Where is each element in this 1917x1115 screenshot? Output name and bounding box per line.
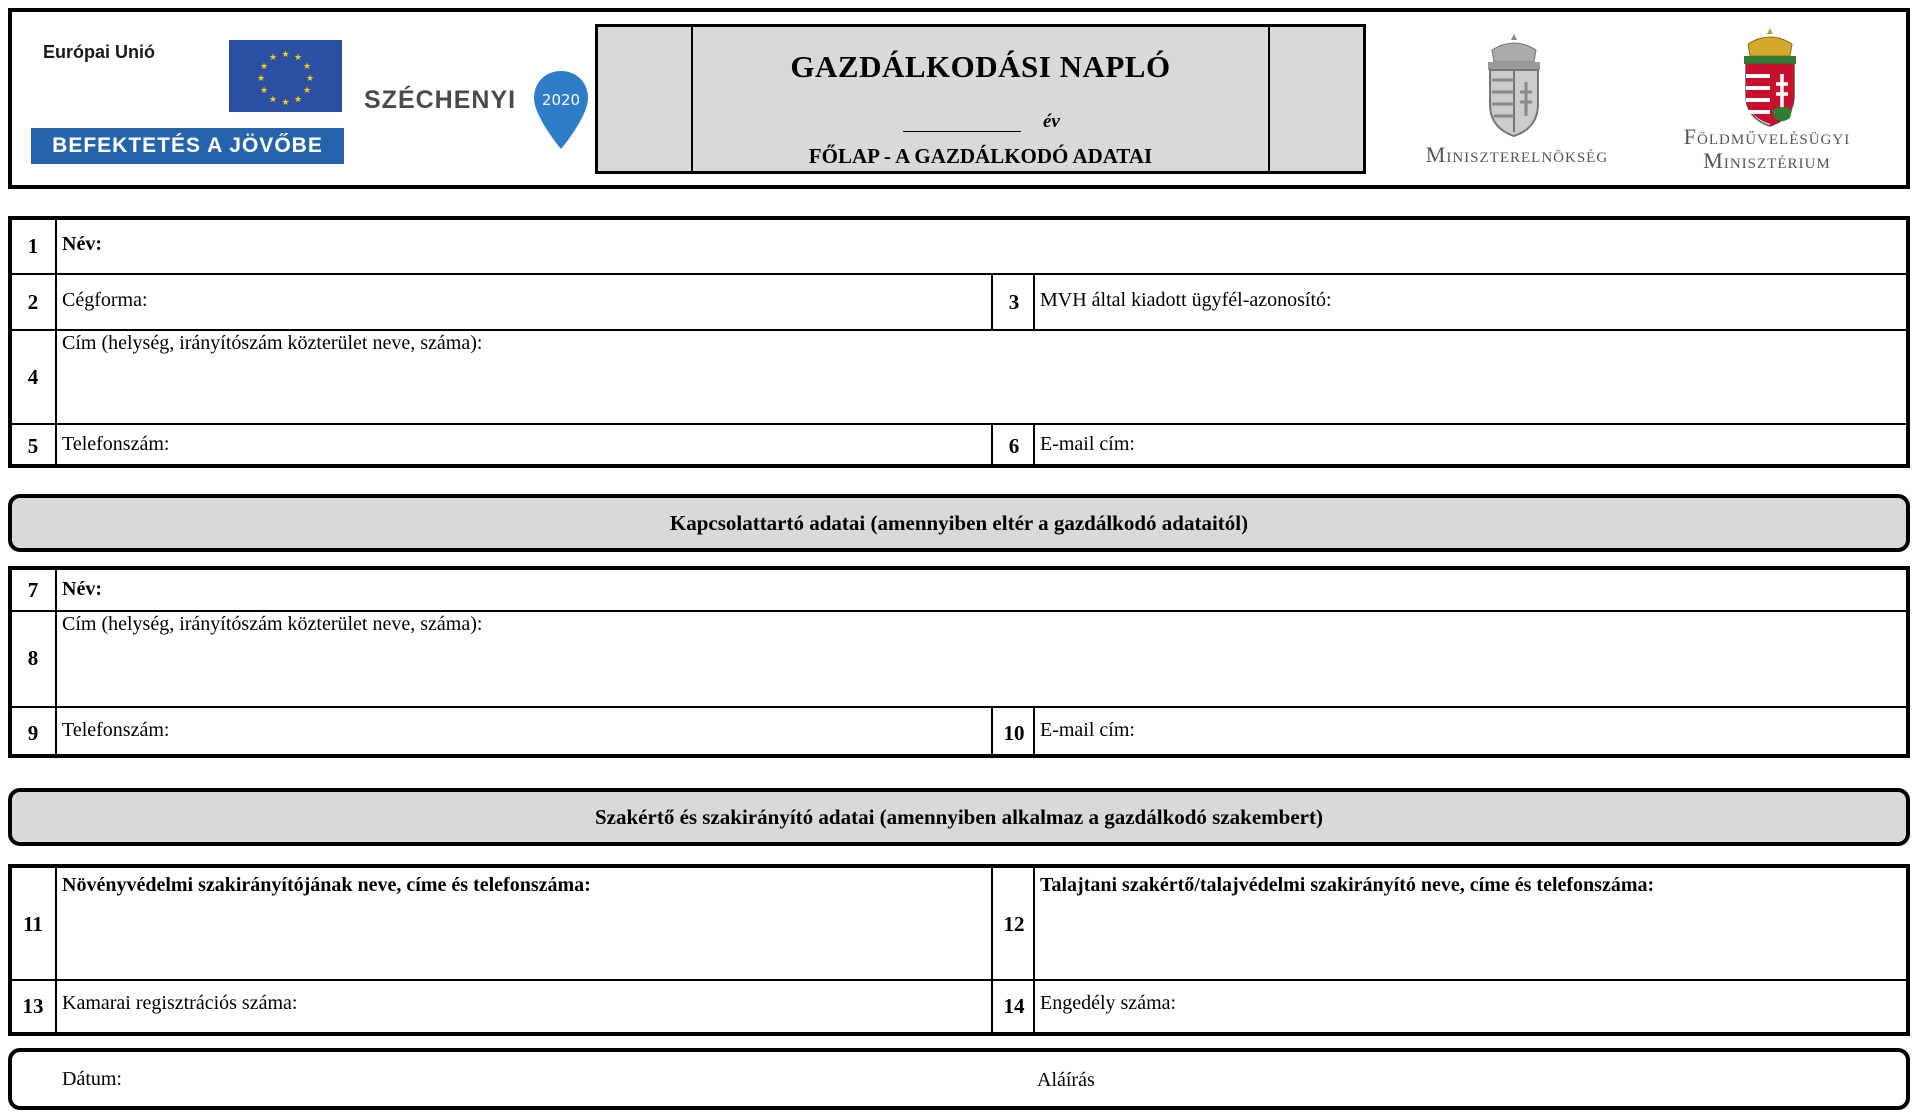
row-number: 2 — [27, 290, 39, 314]
expert-section-heading: Szakértő és szakirányító adatai (amennyiben alkalmaz a gazdálkodó szakembert) — [8, 788, 1910, 846]
row-number: 8 — [27, 646, 39, 670]
investment-banner: BEFEKTETÉS A JÖVŐBE — [31, 128, 344, 164]
expert-data-table — [8, 864, 1910, 1036]
chamber-registration-field[interactable]: Kamarai regisztrációs száma: — [62, 992, 298, 1014]
svg-text:★: ★ — [281, 98, 290, 108]
signature-field[interactable]: Aláírás — [1037, 1069, 1095, 1091]
svg-text:★: ★ — [256, 74, 266, 84]
row-number: 1 — [27, 234, 39, 258]
svg-text:★: ★ — [259, 86, 269, 96]
row-number: 13 — [22, 994, 44, 1018]
header — [8, 8, 1910, 189]
signature-box — [8, 1048, 1910, 1110]
eu-flag-icon — [229, 40, 342, 112]
date-field[interactable]: Dátum: — [62, 1068, 122, 1090]
contact-section-heading: Kapcsolattartó adatai (amennyiben eltér a gazdálkodó adataitól) — [8, 494, 1910, 552]
contact-email-field[interactable]: E-mail cím: — [1040, 719, 1135, 741]
row-number: 6 — [1008, 434, 1020, 458]
svg-text:★: ★ — [293, 95, 303, 105]
eu-label: Európai Unió — [43, 42, 155, 62]
name-field[interactable]: Név: — [62, 233, 102, 255]
svg-text:★: ★ — [293, 53, 303, 63]
svg-text:★: ★ — [302, 62, 312, 72]
row-number: 3 — [1008, 290, 1020, 314]
svg-text:★: ★ — [259, 62, 269, 72]
svg-text:★: ★ — [305, 74, 315, 84]
contact-name-field[interactable]: Név: — [62, 578, 102, 600]
row-number: 11 — [23, 912, 43, 936]
ministry-1-label: Miniszterelnökség — [1425, 142, 1609, 167]
page-title: GAZDÁLKODÁSI NAPLÓ — [790, 49, 1171, 84]
row-number: 10 — [1003, 721, 1025, 745]
title-box — [595, 24, 1366, 174]
svg-text:★: ★ — [281, 50, 290, 60]
row-number: 12 — [1003, 912, 1025, 936]
row-number: 7 — [27, 578, 39, 602]
svg-text:★: ★ — [268, 53, 278, 63]
row-number: 14 — [1003, 994, 1025, 1018]
soil-expert-field[interactable]: Talajtani szakértő/talajvédelmi szakirányító neve, címe és telefonszáma: — [1040, 874, 1655, 896]
year-suffix: év — [1043, 111, 1060, 132]
ministry-2-label — [1652, 125, 1882, 173]
permit-number-field[interactable]: Engedély száma: — [1040, 992, 1177, 1014]
szechenyi-year: 2020 — [541, 91, 581, 109]
contact-data-table — [8, 566, 1910, 758]
szechenyi-pin-icon — [531, 69, 591, 151]
coat-of-arms-gray-icon — [1480, 32, 1548, 140]
contact-address-field[interactable]: Cím (helység, irányítószám közterület neve, száma): — [62, 613, 483, 635]
coat-of-arms-color-icon — [1738, 26, 1802, 128]
row-number: 5 — [27, 434, 39, 458]
plant-protection-advisor-field[interactable]: Növényvédelmi szakirányítójának neve, címe és telefonszáma: — [62, 874, 591, 896]
row-number: 4 — [27, 365, 39, 389]
farmer-data-table — [8, 216, 1910, 468]
contact-phone-field[interactable]: Telefonszám: — [62, 719, 170, 741]
ministry-2-line2: Minisztérium — [1703, 148, 1831, 173]
szechenyi-label: SZÉCHENYI — [364, 86, 517, 114]
page-subtitle: FŐLAP - A GAZDÁLKODÓ ADATAI — [808, 144, 1153, 168]
row-number: 9 — [27, 721, 39, 745]
year-blank-line — [903, 131, 1021, 132]
ministry-2-line1: Földművelésügyi — [1683, 124, 1851, 149]
svg-text:★: ★ — [268, 95, 278, 105]
address-field[interactable]: Cím (helység, irányítószám közterület neve, száma): — [62, 332, 483, 354]
email-field[interactable]: E-mail cím: — [1040, 433, 1135, 455]
svg-text:★: ★ — [302, 86, 312, 96]
company-form-field[interactable]: Cégforma: — [62, 289, 148, 311]
phone-field[interactable]: Telefonszám: — [62, 433, 170, 455]
client-id-field[interactable]: MVH által kiadott ügyfél-azonosító: — [1040, 289, 1332, 311]
